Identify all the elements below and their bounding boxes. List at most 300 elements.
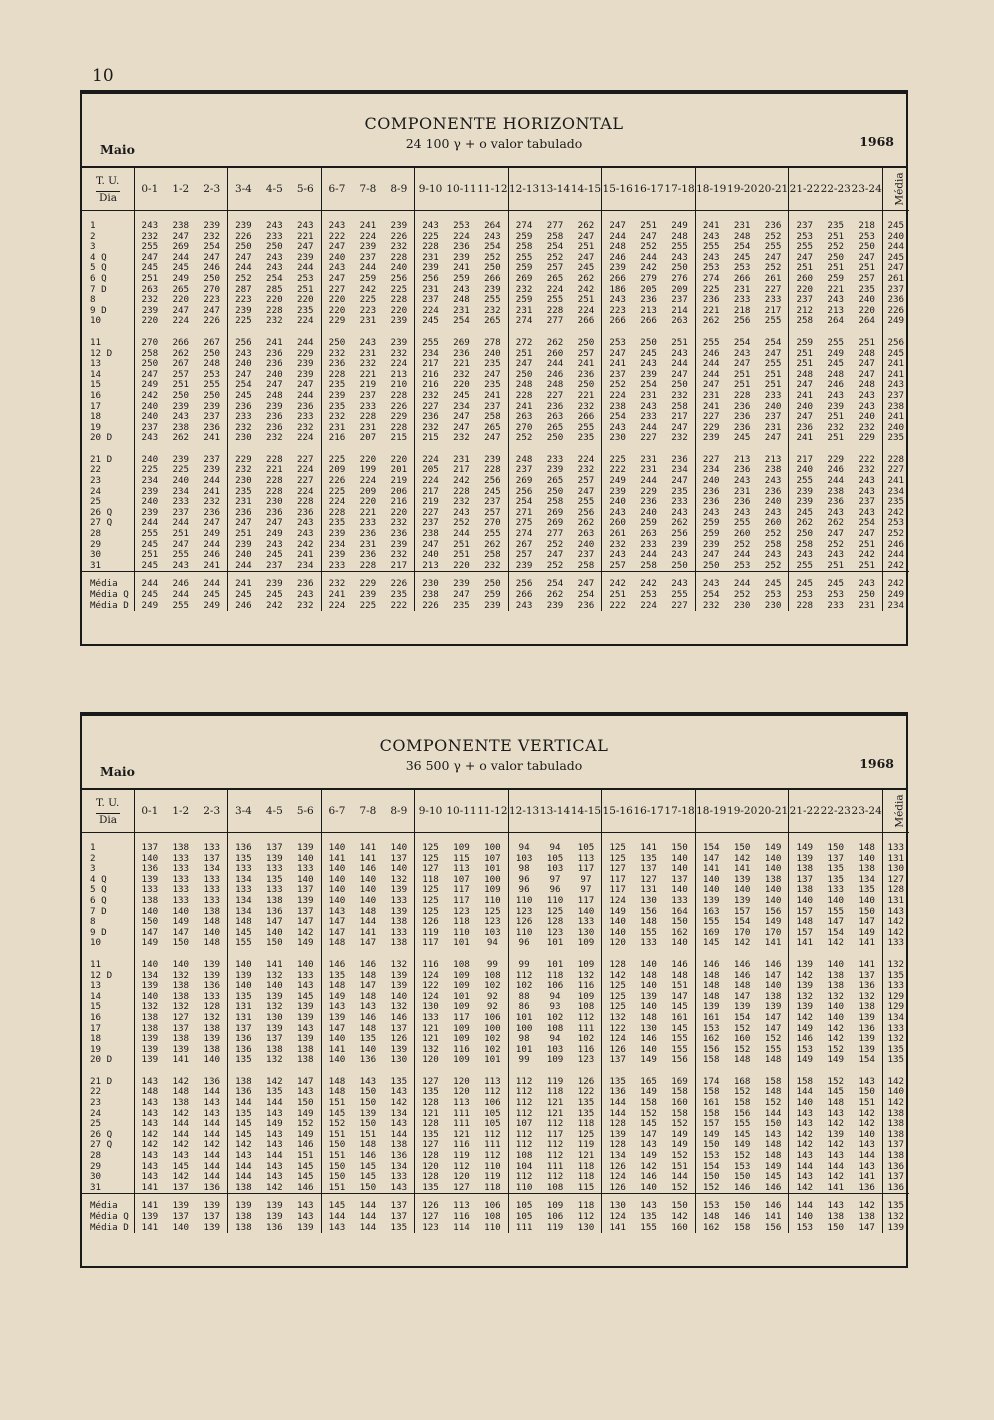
value-cell: 140: [789, 1098, 820, 1109]
value-cell: 253: [453, 220, 470, 231]
value-cell: 231: [508, 306, 539, 317]
value-cell: 111: [484, 1139, 501, 1151]
value-cell: 153: [733, 1160, 751, 1172]
daily-mean-cell: 241: [883, 476, 909, 487]
value-cell: 243: [858, 475, 875, 487]
value-cell: 254: [484, 241, 501, 253]
daily-mean-cell: 136: [883, 1183, 909, 1194]
value-cell: 117: [602, 875, 633, 886]
day-label: 24: [90, 485, 102, 497]
value-cell: 140: [359, 884, 377, 896]
value-cell: 240: [134, 402, 165, 413]
value-cell: 135: [228, 1055, 259, 1066]
value-cell: 117: [453, 894, 470, 906]
value-cell: 236: [577, 368, 595, 380]
value-cell: 255: [764, 358, 782, 370]
value-cell: 147: [858, 1221, 875, 1233]
value-cell: 145: [172, 1160, 190, 1172]
hour-header: 6-7: [321, 790, 352, 833]
value-cell: 137: [228, 1024, 259, 1035]
value-cell: 237: [764, 411, 782, 423]
value-cell: 236: [203, 421, 221, 433]
value-cell: 248: [508, 380, 539, 391]
value-cell: 220: [359, 453, 377, 465]
value-cell: 252: [484, 251, 501, 263]
value-cell: 141: [640, 842, 657, 853]
value-cell: 229: [296, 347, 314, 359]
value-cell: 124: [602, 896, 633, 907]
value-cell: 140: [827, 1011, 845, 1023]
value-cell: 135: [640, 1211, 657, 1222]
value-cell: 143: [203, 1097, 221, 1109]
value-cell: 277: [546, 315, 564, 327]
value-cell: 242: [640, 262, 657, 274]
value-cell: 174: [695, 1077, 726, 1088]
value-cell: 117: [546, 1128, 564, 1140]
value-cell: 228: [546, 304, 564, 316]
value-cell: 105: [508, 1194, 539, 1212]
daily-mean-cell: 138: [883, 1119, 909, 1130]
value-cell: 235: [453, 599, 470, 611]
value-cell: 243: [733, 506, 751, 518]
value-cell: 141: [858, 958, 875, 970]
value-cell: 224: [359, 230, 377, 242]
value-cell: 253: [640, 589, 657, 600]
value-cell: 225: [228, 316, 259, 327]
value-cell: 240: [134, 412, 165, 423]
value-cell: 254: [733, 241, 751, 253]
day-label: 28: [90, 1150, 102, 1162]
value-cell: 131: [228, 1002, 259, 1013]
value-cell: 137: [203, 1211, 221, 1222]
value-cell: 97: [549, 873, 561, 885]
value-cell: 215: [415, 433, 446, 444]
value-cell: 133: [671, 894, 688, 906]
value-cell: 148: [321, 1077, 352, 1088]
value-cell: 243: [858, 485, 875, 497]
value-cell: 140: [695, 885, 726, 896]
value-cell: 148: [203, 937, 221, 949]
value-cell: 244: [602, 232, 633, 243]
value-cell: 139: [321, 1013, 352, 1024]
value-cell: 132: [827, 990, 845, 1002]
value-cell: 258: [546, 230, 564, 242]
tu-label: T. U.: [96, 174, 120, 187]
daily-mean-cell: 245: [883, 349, 909, 360]
value-cell: 243: [172, 559, 190, 571]
value-cell: 117: [602, 885, 633, 896]
value-cell: 247: [602, 349, 633, 360]
value-cell: 143: [633, 1194, 664, 1212]
value-cell: 231: [640, 453, 657, 465]
value-cell: 232: [321, 412, 352, 423]
value-cell: 247: [571, 572, 602, 590]
day-label: 13: [90, 358, 102, 370]
hour-header: 16-17: [633, 790, 664, 833]
value-cell: 137: [134, 833, 165, 854]
value-cell: 99: [486, 958, 498, 970]
value-cell: 246: [827, 379, 845, 391]
value-cell: 112: [453, 1160, 470, 1172]
value-cell: 153: [695, 1194, 726, 1212]
value-cell: 259: [453, 272, 470, 284]
value-cell: 247: [858, 251, 875, 263]
value-cell: 148: [695, 971, 726, 982]
value-cell: 158: [764, 1075, 782, 1087]
value-cell: 277: [546, 220, 564, 231]
value-cell: 213: [390, 368, 408, 380]
value-cell: 227: [321, 285, 352, 296]
day-label: 20 D: [90, 1054, 113, 1066]
value-cell: 251: [827, 559, 845, 571]
value-cell: 221: [577, 389, 595, 401]
value-cell: 257: [602, 561, 633, 572]
value-cell: 246: [165, 572, 196, 590]
hour-header: 9-10: [415, 168, 446, 211]
value-cell: 140: [827, 958, 845, 970]
day-label: 12 D: [90, 347, 113, 359]
value-cell: 143: [858, 1139, 875, 1151]
value-cell: 138: [858, 863, 875, 875]
day-label: 7 D: [90, 283, 107, 295]
value-cell: 154: [827, 926, 845, 938]
value-cell: 232: [484, 559, 501, 571]
value-cell: 246: [228, 601, 259, 612]
value-cell: 110: [453, 926, 470, 938]
hour-header: 7-8: [352, 790, 383, 833]
value-cell: 155: [827, 905, 845, 917]
value-cell: 263: [546, 411, 564, 423]
daily-mean-cell: 243: [883, 380, 909, 391]
value-cell: 150: [359, 1097, 377, 1109]
value-cell: 220: [134, 316, 165, 327]
value-cell: 142: [789, 1183, 820, 1194]
value-cell: 142: [203, 1139, 221, 1151]
value-cell: 147: [172, 926, 190, 938]
value-cell: 149: [789, 1024, 820, 1035]
value-cell: 147: [359, 980, 377, 992]
value-cell: 250: [484, 262, 501, 274]
value-cell: 262: [546, 336, 564, 348]
value-cell: 156: [695, 1045, 726, 1056]
value-cell: 160: [671, 1097, 688, 1109]
value-cell: 106: [484, 1097, 501, 1109]
hour-header: 14-15: [571, 168, 602, 211]
hour-header: 10-11: [446, 790, 477, 833]
value-cell: 140: [640, 1181, 657, 1193]
value-cell: 267: [172, 358, 190, 370]
value-cell: 97: [580, 873, 592, 885]
value-cell: 232: [453, 496, 470, 508]
value-cell: 117: [453, 1011, 470, 1023]
value-cell: 239: [134, 508, 165, 519]
value-cell: 274: [508, 529, 539, 540]
value-cell: 103: [484, 926, 501, 938]
value-cell: 250: [695, 561, 726, 572]
value-cell: 139: [134, 1045, 165, 1056]
value-cell: 144: [359, 916, 377, 928]
value-cell: 254: [602, 412, 633, 423]
value-cell: 243: [671, 506, 688, 518]
value-cell: 233: [359, 400, 377, 412]
daily-mean-cell: 143: [883, 907, 909, 918]
value-cell: 154: [695, 833, 726, 854]
day-label: 20 D: [90, 432, 113, 444]
value-cell: 239: [695, 433, 726, 444]
value-cell: 256: [671, 528, 688, 540]
value-cell: 125: [415, 885, 446, 896]
value-cell: 245: [228, 391, 259, 402]
value-cell: 223: [602, 306, 633, 317]
value-cell: 152: [321, 1119, 352, 1130]
value-cell: 243: [172, 411, 190, 423]
value-cell: 254: [640, 379, 657, 391]
hour-header: 18-19: [695, 168, 726, 211]
table-header: [82, 94, 906, 168]
value-cell: 237: [484, 400, 501, 412]
value-cell: 255: [508, 253, 539, 264]
value-cell: 144: [858, 1150, 875, 1162]
value-cell: 132: [134, 1002, 165, 1013]
value-cell: 225: [134, 465, 165, 476]
value-cell: 97: [580, 884, 592, 896]
value-cell: 250: [671, 559, 688, 571]
value-cell: 146: [764, 958, 782, 970]
value-cell: 169: [671, 1075, 688, 1087]
value-cell: 220: [359, 496, 377, 508]
value-cell: 223: [203, 294, 221, 306]
value-cell: 247: [546, 549, 564, 561]
value-cell: 228: [390, 421, 408, 433]
value-cell: 162: [695, 1034, 726, 1045]
value-cell: 103: [508, 854, 539, 865]
value-cell: 266: [577, 315, 595, 327]
value-cell: 152: [764, 1033, 782, 1045]
value-cell: 140: [172, 958, 190, 970]
day-label: 15: [90, 379, 102, 391]
value-cell: 222: [602, 465, 633, 476]
value-cell: 225: [172, 464, 190, 476]
value-cell: 239: [602, 487, 633, 498]
value-cell: 140: [266, 980, 283, 992]
value-cell: 213: [640, 304, 657, 316]
value-cell: 256: [415, 274, 446, 285]
value-cell: 242: [266, 599, 283, 611]
value-cell: 132: [415, 1045, 446, 1056]
value-cell: 249: [266, 528, 283, 540]
value-cell: 149: [858, 926, 875, 938]
value-cell: 146: [390, 1011, 408, 1023]
daily-mean-cell: 131: [883, 854, 909, 865]
day-label: 12 D: [90, 969, 113, 981]
value-cell: 122: [577, 1086, 595, 1098]
value-cell: 287: [228, 285, 259, 296]
value-cell: 148: [359, 969, 377, 981]
value-cell: 150: [858, 905, 875, 917]
value-cell: 144: [359, 1221, 377, 1233]
value-cell: 221: [266, 464, 283, 476]
value-cell: 109: [453, 1022, 470, 1034]
value-cell: 150: [764, 1118, 782, 1130]
hour-header: 23-24: [851, 168, 882, 211]
day-label: 26 Q: [90, 1128, 113, 1140]
day-label: 18: [90, 1033, 102, 1045]
value-cell: 236: [228, 508, 259, 519]
value-cell: 94: [549, 990, 561, 1002]
value-cell: 147: [827, 916, 845, 928]
value-cell: 147: [640, 1128, 657, 1140]
value-cell: 139: [266, 990, 283, 1002]
value-cell: 239: [321, 391, 352, 402]
value-cell: 247: [296, 379, 314, 391]
value-cell: 137: [203, 852, 221, 864]
value-cell: 146: [733, 1181, 751, 1193]
value-cell: 141: [134, 1194, 165, 1212]
value-cell: 127: [172, 1011, 190, 1023]
value-cell: 139: [359, 1107, 377, 1119]
value-cell: 244: [134, 518, 165, 529]
hour-header: 0-1: [134, 790, 165, 833]
value-cell: 243: [484, 230, 501, 242]
value-cell: 161: [671, 1011, 688, 1023]
value-cell: 247: [671, 368, 688, 380]
value-cell: 148: [764, 1150, 782, 1162]
value-cell: 144: [172, 1118, 190, 1130]
value-cell: 148: [827, 1097, 845, 1109]
value-cell: 139: [296, 842, 314, 853]
daily-mean-cell: 234: [883, 601, 909, 612]
value-cell: 255: [546, 294, 564, 306]
value-cell: 239: [172, 453, 190, 465]
value-cell: 247: [577, 230, 595, 242]
value-cell: 257: [577, 475, 595, 487]
value-cell: 142: [827, 1171, 845, 1183]
value-cell: 107: [484, 852, 501, 864]
value-cell: 120: [602, 938, 633, 949]
daily-mean-cell: 133: [883, 981, 909, 992]
value-cell: 256: [484, 475, 501, 487]
value-cell: 140: [228, 960, 259, 971]
value-cell: 145: [296, 1160, 314, 1172]
daily-mean-cell: 237: [883, 285, 909, 296]
value-cell: 124: [602, 1034, 633, 1045]
daily-mean-cell: 129: [883, 992, 909, 1003]
value-cell: 231: [764, 421, 782, 433]
value-cell: 225: [390, 283, 408, 295]
value-cell: 239: [203, 464, 221, 476]
value-cell: 121: [415, 1024, 446, 1035]
value-cell: 143: [266, 1139, 283, 1151]
value-cell: 232: [671, 389, 688, 401]
value-cell: 146: [296, 1139, 314, 1151]
value-cell: 142: [789, 1013, 820, 1024]
value-cell: 245: [484, 485, 501, 497]
value-cell: 110: [508, 1183, 539, 1194]
value-cell: 109: [453, 842, 470, 853]
value-cell: 140: [266, 926, 283, 938]
value-cell: 220: [858, 304, 875, 316]
value-cell: 243: [858, 506, 875, 518]
value-cell: 241: [789, 391, 820, 402]
hour-header: 1-2: [165, 790, 196, 833]
day-label: 8: [90, 916, 96, 928]
value-cell: 217: [789, 455, 820, 466]
value-cell: 237: [484, 496, 501, 508]
value-cell: 224: [415, 476, 446, 487]
value-cell: 132: [203, 1011, 221, 1023]
value-cell: 138: [764, 990, 782, 1002]
value-cell: 231: [858, 599, 875, 611]
value-cell: 271: [508, 508, 539, 519]
value-cell: 199: [359, 464, 377, 476]
value-cell: 228: [453, 485, 470, 497]
value-cell: 239: [296, 251, 314, 263]
value-cell: 148: [858, 842, 875, 853]
value-cell: 236: [733, 411, 751, 423]
hour-header: 0-1: [134, 168, 165, 211]
value-cell: 262: [695, 316, 726, 327]
value-cell: 126: [390, 1033, 408, 1045]
value-cell: 140: [789, 1212, 820, 1223]
value-cell: 243: [695, 253, 726, 264]
value-cell: 150: [359, 1118, 377, 1130]
value-cell: 112: [546, 1150, 564, 1162]
value-cell: 239: [484, 453, 501, 465]
value-cell: 251: [827, 230, 845, 242]
value-cell: 144: [789, 1087, 820, 1098]
value-cell: 150: [733, 1171, 751, 1183]
value-cell: 232: [602, 540, 633, 551]
table-row: [82, 274, 909, 285]
value-cell: 252: [508, 433, 539, 444]
value-cell: 112: [508, 1172, 539, 1183]
value-cell: 140: [390, 842, 408, 853]
value-cell: 140: [296, 958, 314, 970]
value-cell: 139: [764, 1001, 782, 1013]
value-cell: 144: [228, 1162, 259, 1173]
value-cell: 140: [321, 885, 352, 896]
value-cell: 148: [359, 1139, 377, 1151]
value-cell: 133: [296, 969, 314, 981]
value-cell: 243: [733, 475, 751, 487]
value-cell: 243: [858, 389, 875, 401]
value-cell: 239: [453, 251, 470, 263]
daily-mean-cell: 142: [883, 1098, 909, 1109]
value-cell: 143: [321, 1223, 352, 1234]
value-cell: 258: [546, 496, 564, 508]
value-cell: 243: [602, 508, 633, 519]
value-cell: 144: [602, 1109, 633, 1120]
value-cell: 245: [172, 262, 190, 274]
value-cell: 148: [134, 1087, 165, 1098]
value-cell: 161: [695, 1013, 726, 1024]
value-cell: 94: [549, 842, 561, 853]
value-cell: 251: [640, 220, 657, 231]
day-label: 30: [90, 1171, 102, 1183]
value-cell: 254: [733, 336, 751, 348]
value-cell: 135: [827, 863, 845, 875]
value-cell: 228: [321, 508, 352, 519]
value-cell: 138: [390, 916, 408, 928]
daily-mean-cell: 142: [883, 928, 909, 939]
value-cell: 139: [858, 1011, 875, 1023]
value-cell: 144: [789, 1162, 820, 1173]
value-cell: 108: [484, 1211, 501, 1222]
daily-mean-cell: 241: [883, 370, 909, 381]
value-cell: 244: [172, 589, 190, 600]
value-cell: 217: [415, 487, 446, 498]
value-cell: 150: [321, 1172, 352, 1183]
